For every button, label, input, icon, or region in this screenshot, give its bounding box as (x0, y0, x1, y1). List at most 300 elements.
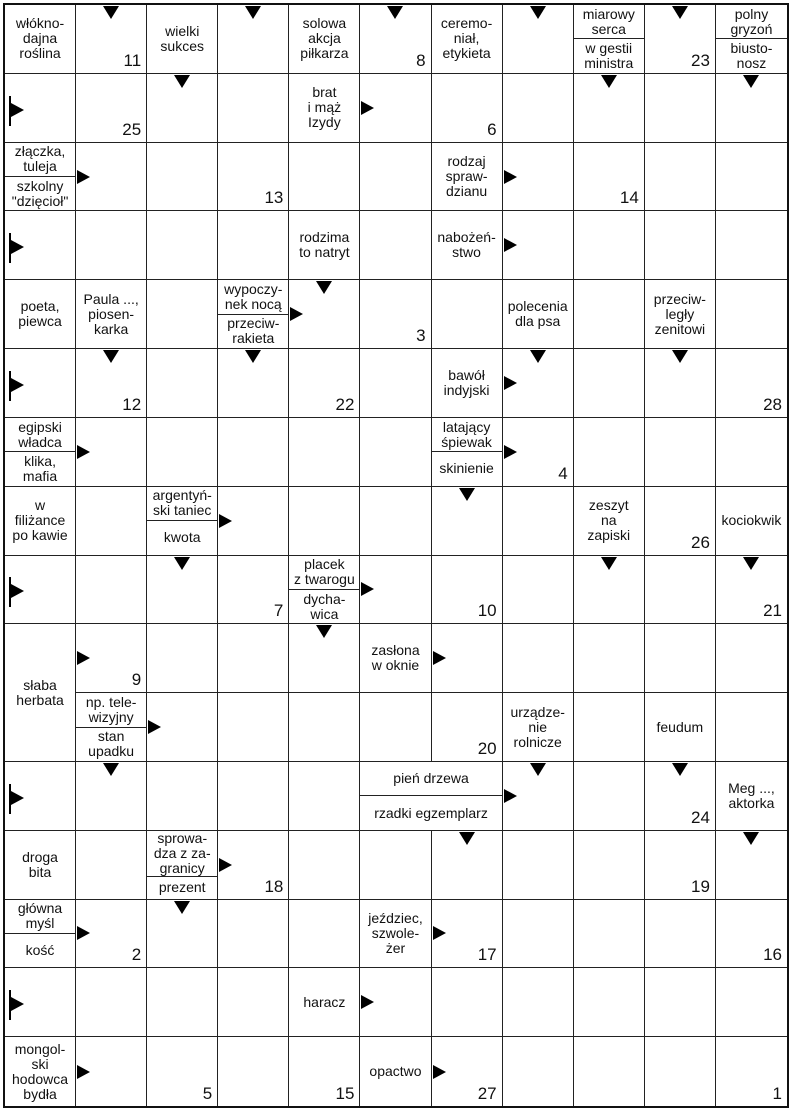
answer-cell[interactable] (645, 211, 716, 280)
solution-number: 13 (264, 188, 284, 208)
arrow-right-icon (77, 1065, 90, 1079)
solution-number: 16 (763, 945, 782, 965)
answer-cell[interactable] (289, 418, 360, 487)
clue-cell (716, 487, 787, 556)
answer-cell[interactable] (574, 349, 645, 418)
clue-box (5, 831, 75, 899)
answer-cell[interactable] (574, 693, 645, 762)
answer-cell[interactable] (503, 74, 574, 143)
answer-cell[interactable] (289, 143, 360, 212)
answer-cell[interactable] (76, 143, 147, 212)
solution-number: 11 (123, 50, 142, 70)
clue-text: haracz (303, 993, 346, 1010)
clue-cell (574, 5, 645, 74)
clue-text: egipski władca (18, 418, 62, 450)
answer-cell[interactable] (218, 211, 289, 280)
answer-cell[interactable] (503, 487, 574, 556)
answer-cell[interactable] (574, 762, 645, 831)
answer-cell[interactable] (289, 1037, 360, 1106)
clue-text: złączka, tuleja (14, 143, 66, 175)
clue-cell (218, 280, 289, 349)
clue-box (645, 693, 715, 761)
arrow-down-icon (103, 6, 119, 19)
answer-cell[interactable] (574, 831, 645, 900)
answer-cell[interactable] (716, 349, 787, 418)
clue-box (432, 143, 502, 211)
answer-cell[interactable] (645, 762, 716, 831)
answer-cell[interactable] (432, 556, 503, 625)
arrow-down-icon (103, 350, 119, 363)
answer-cell[interactable] (289, 487, 360, 556)
clue-text: szkolny "dzięcioł" (5, 176, 75, 210)
answer-cell[interactable] (218, 1037, 289, 1106)
arrow-down-icon (103, 763, 119, 776)
answer-cell[interactable] (574, 143, 645, 212)
arrow-down-icon (743, 832, 759, 845)
answer-cell[interactable] (645, 487, 716, 556)
clue-cell (147, 831, 218, 900)
clue-cell (432, 418, 503, 487)
answer-cell[interactable] (432, 1037, 503, 1106)
answer-cell[interactable] (503, 143, 574, 212)
clue-text: skinienie (432, 451, 502, 485)
answer-cell[interactable] (76, 831, 147, 900)
clue-box (147, 831, 217, 899)
clue-box (432, 349, 502, 417)
answer-cell[interactable] (716, 280, 787, 349)
answer-cell[interactable] (218, 900, 289, 969)
answer-cell[interactable] (574, 900, 645, 969)
answer-cell[interactable] (360, 5, 431, 74)
solution-number: 18 (264, 876, 284, 896)
answer-cell[interactable] (432, 900, 503, 969)
arrow-right-icon (433, 1065, 446, 1079)
clue-text: placek z twarogu (294, 556, 355, 588)
arrow-down-icon (672, 6, 688, 19)
answer-cell[interactable] (289, 831, 360, 900)
arrow-right-icon (504, 789, 517, 803)
clue-box (360, 1037, 430, 1106)
answer-cell[interactable] (147, 556, 218, 625)
answer-cell[interactable] (503, 968, 574, 1037)
clue-text: w filiżance po kawie (12, 497, 68, 544)
answer-cell[interactable] (432, 831, 503, 900)
answer-cell[interactable] (5, 74, 76, 143)
answer-cell[interactable] (360, 74, 431, 143)
answer-cell[interactable] (574, 211, 645, 280)
answer-cell[interactable] (716, 831, 787, 900)
answer-cell[interactable] (503, 211, 574, 280)
solution-number: 25 (122, 119, 142, 139)
answer-cell[interactable] (716, 143, 787, 212)
clue-text: sprowa- dza z za- granicy (153, 829, 211, 876)
clue-text: zeszyt na zapiski (587, 497, 631, 544)
answer-cell[interactable] (360, 418, 431, 487)
answer-cell[interactable] (645, 418, 716, 487)
answer-cell[interactable] (76, 487, 147, 556)
answer-cell[interactable] (218, 831, 289, 900)
clue-text: wypoczy- nek nocą (224, 280, 283, 312)
answer-cell[interactable] (76, 900, 147, 969)
answer-cell[interactable] (289, 280, 360, 349)
solution-number: 22 (335, 394, 355, 414)
answer-cell[interactable] (218, 487, 289, 556)
arrow-down-icon (672, 350, 688, 363)
solution-number: 5 (202, 1084, 213, 1103)
answer-cell[interactable] (645, 143, 716, 212)
clue-box (5, 1037, 75, 1106)
answer-cell[interactable] (432, 280, 503, 349)
answer-cell[interactable] (360, 693, 431, 762)
answer-cell[interactable] (5, 349, 76, 418)
answer-cell[interactable] (76, 211, 147, 280)
arrow-right-icon (148, 720, 161, 734)
answer-cell[interactable] (76, 556, 147, 625)
arrow-down-icon (174, 901, 190, 914)
clue-text: miarowy serca (582, 5, 635, 37)
clue-box (147, 5, 217, 73)
answer-cell[interactable] (716, 418, 787, 487)
arrow-right-icon (361, 582, 374, 596)
clue-text: rzadki egzemplarz (360, 795, 501, 829)
answer-cell[interactable] (645, 831, 716, 900)
solution-number: 15 (335, 1084, 355, 1103)
arrow-down-icon (601, 557, 617, 570)
answer-cell[interactable] (289, 349, 360, 418)
answer-cell[interactable] (218, 5, 289, 74)
answer-cell[interactable] (432, 693, 503, 762)
clue-text: mongol- ski hodowca bydła (12, 1040, 69, 1102)
answer-cell[interactable] (218, 624, 289, 693)
answer-cell[interactable] (147, 74, 218, 143)
answer-cell[interactable] (147, 762, 218, 831)
solution-number: 20 (477, 738, 497, 758)
clue-text: kwota (147, 520, 217, 554)
arrow-down-icon (743, 557, 759, 570)
answer-cell[interactable] (147, 418, 218, 487)
clue-cell (5, 143, 76, 212)
solution-number: 4 (558, 463, 568, 483)
arrow-right-icon (219, 858, 232, 872)
arrow-down-icon (174, 557, 190, 570)
answer-cell[interactable] (503, 831, 574, 900)
arrow-down-icon (245, 6, 261, 19)
answer-cell[interactable] (716, 211, 787, 280)
clue-text: kociokwik (721, 512, 782, 529)
clue-cell (645, 280, 716, 349)
arrow-down-icon (174, 75, 190, 88)
answer-cell[interactable] (645, 968, 716, 1037)
clue-cell (289, 556, 360, 625)
arrow-right-icon (77, 926, 90, 940)
clue-cell (5, 418, 76, 487)
clue-text: opactwo (369, 1063, 422, 1080)
answer-cell[interactable] (218, 74, 289, 143)
solution-number: 12 (122, 394, 142, 414)
answer-cell[interactable] (5, 762, 76, 831)
arrow-down-icon (743, 75, 759, 88)
clue-text: feudum (656, 718, 704, 735)
solution-number: 2 (131, 945, 142, 965)
answer-cell[interactable] (574, 280, 645, 349)
clue-box (716, 5, 787, 73)
clue-text: ceremo- niał, etykieta (440, 15, 493, 62)
arrow-right-icon (433, 926, 446, 940)
answer-cell[interactable] (218, 556, 289, 625)
answer-cell[interactable] (76, 1037, 147, 1106)
answer-cell[interactable] (716, 624, 787, 693)
answer-cell[interactable] (716, 74, 787, 143)
clue-text: biusto- nosz (716, 38, 787, 72)
answer-cell[interactable] (645, 900, 716, 969)
solution-number: 1 (772, 1084, 782, 1103)
clue-cell (5, 5, 76, 74)
flag-arrow-icon (9, 96, 11, 126)
clue-box (360, 900, 430, 968)
clue-cell (503, 280, 574, 349)
answer-cell[interactable] (432, 968, 503, 1037)
clue-text: przeciw- legły zenitowi (653, 290, 706, 337)
clue-box (76, 693, 146, 761)
clue-text: latający śpiewak (441, 418, 492, 450)
arrow-right-icon (361, 101, 374, 115)
answer-cell[interactable] (5, 556, 76, 625)
clue-box (5, 5, 75, 73)
clue-box (360, 624, 430, 692)
flag-arrow-icon (9, 233, 11, 263)
answer-cell[interactable] (76, 624, 147, 693)
clue-box (5, 418, 75, 486)
arrow-right-icon (433, 651, 446, 665)
answer-cell[interactable] (5, 211, 76, 280)
answer-cell[interactable] (645, 624, 716, 693)
arrow-down-icon (316, 281, 332, 294)
clue-cell (716, 762, 787, 831)
answer-cell[interactable] (289, 624, 360, 693)
answer-cell[interactable] (289, 762, 360, 831)
solution-number: 9 (131, 670, 142, 690)
answer-cell[interactable] (5, 968, 76, 1037)
answer-cell[interactable] (574, 968, 645, 1037)
clue-cell (360, 762, 502, 831)
clue-text: droga bita (22, 848, 58, 880)
answer-cell[interactable] (147, 968, 218, 1037)
clue-box (716, 487, 787, 555)
clue-text: np. tele- wizyjny (85, 693, 137, 725)
answer-cell[interactable] (574, 74, 645, 143)
answer-cell[interactable] (645, 1037, 716, 1106)
answer-cell[interactable] (503, 349, 574, 418)
clue-text: wielki sukces (160, 22, 204, 54)
answer-cell[interactable] (574, 418, 645, 487)
answer-cell[interactable] (147, 624, 218, 693)
answer-cell[interactable] (289, 693, 360, 762)
solution-number: 14 (619, 188, 639, 208)
answer-cell[interactable] (716, 900, 787, 969)
solution-number: 26 (690, 532, 710, 552)
answer-cell[interactable] (76, 418, 147, 487)
answer-cell[interactable] (360, 556, 431, 625)
answer-cell[interactable] (76, 74, 147, 143)
answer-cell[interactable] (645, 5, 716, 74)
answer-cell[interactable] (147, 280, 218, 349)
clue-cell (574, 487, 645, 556)
solution-number: 21 (763, 601, 782, 621)
answer-cell[interactable] (147, 1037, 218, 1106)
answer-cell[interactable] (76, 968, 147, 1037)
crossword-grid (3, 3, 789, 1108)
arrow-down-icon (601, 75, 617, 88)
solution-number: 8 (416, 50, 426, 70)
answer-cell[interactable] (360, 211, 431, 280)
clue-box (574, 5, 644, 73)
answer-cell[interactable] (432, 74, 503, 143)
answer-cell[interactable] (218, 693, 289, 762)
solution-number: 23 (690, 50, 710, 70)
answer-cell[interactable] (218, 968, 289, 1037)
answer-cell[interactable] (503, 762, 574, 831)
clue-text: nabożeń- stwo (437, 229, 496, 261)
solution-number: 28 (763, 394, 782, 414)
arrow-right-icon (504, 170, 517, 184)
clue-text: bawół indyjski (443, 366, 490, 398)
clue-cell (289, 74, 360, 143)
clue-cell (289, 968, 360, 1037)
solution-number: 27 (477, 1084, 497, 1103)
arrow-down-icon (672, 763, 688, 776)
answer-cell[interactable] (218, 762, 289, 831)
answer-cell[interactable] (147, 900, 218, 969)
clue-box (289, 5, 359, 73)
arrow-right-icon (77, 445, 90, 459)
arrow-right-icon (504, 238, 517, 252)
answer-cell[interactable] (289, 900, 360, 969)
clue-text: pień drzewa (393, 770, 469, 787)
answer-cell[interactable] (645, 349, 716, 418)
clue-text: Meg ..., aktorka (728, 779, 775, 811)
clue-text: klika, mafia (5, 451, 75, 485)
clue-cell (289, 5, 360, 74)
clue-box (5, 900, 75, 968)
answer-cell[interactable] (503, 624, 574, 693)
answer-cell[interactable] (218, 143, 289, 212)
answer-cell[interactable] (147, 143, 218, 212)
clue-cell (5, 831, 76, 900)
flag-arrow-icon (9, 577, 11, 607)
clue-box (716, 762, 787, 830)
clue-cell (716, 5, 787, 74)
clue-box (645, 280, 715, 348)
flag-arrow-icon (9, 784, 11, 814)
answer-cell[interactable] (76, 5, 147, 74)
answer-cell[interactable] (716, 968, 787, 1037)
clue-box (5, 624, 75, 761)
clue-cell (360, 900, 431, 969)
clue-cell (503, 693, 574, 762)
answer-cell[interactable] (503, 1037, 574, 1106)
clue-cell (147, 487, 218, 556)
answer-cell[interactable] (360, 280, 431, 349)
clue-text: jeździec, szwole- żer (368, 909, 423, 956)
clue-text: w gestii ministra (574, 38, 644, 72)
clue-text: poeta, piewca (18, 298, 62, 330)
answer-cell[interactable] (503, 556, 574, 625)
solution-number: 24 (690, 807, 710, 827)
clue-box (503, 280, 573, 348)
arrow-down-icon (316, 625, 332, 638)
answer-cell[interactable] (76, 349, 147, 418)
answer-cell[interactable] (76, 762, 147, 831)
answer-cell[interactable] (218, 349, 289, 418)
answer-cell[interactable] (574, 556, 645, 625)
solution-number: 3 (416, 326, 426, 346)
clue-cell (432, 349, 503, 418)
answer-cell[interactable] (360, 968, 431, 1037)
clue-cell (5, 624, 76, 762)
answer-cell[interactable] (716, 693, 787, 762)
clue-text: polecenia dla psa (507, 298, 568, 330)
clue-cell (5, 487, 76, 556)
answer-cell[interactable] (503, 5, 574, 74)
answer-cell[interactable] (147, 349, 218, 418)
arrow-right-icon (77, 170, 90, 184)
clue-text: dycha- wica (289, 589, 359, 623)
clue-box (5, 280, 75, 348)
clue-text: słaba herbata (16, 676, 64, 708)
solution-number: 7 (273, 601, 284, 621)
clue-text: polny gryzoń (730, 5, 773, 37)
answer-cell[interactable] (360, 831, 431, 900)
clue-cell (76, 280, 147, 349)
arrow-right-icon (504, 376, 517, 390)
clue-text: włókno- dajna roślina (15, 15, 65, 62)
answer-cell[interactable] (645, 74, 716, 143)
answer-cell[interactable] (218, 418, 289, 487)
clue-cell (289, 211, 360, 280)
answer-cell[interactable] (716, 1037, 787, 1106)
arrow-right-icon (290, 307, 303, 321)
answer-cell[interactable] (503, 418, 574, 487)
arrow-down-icon (530, 6, 546, 19)
arrow-down-icon (387, 6, 403, 19)
clue-box (289, 211, 359, 279)
answer-cell[interactable] (432, 624, 503, 693)
answer-cell[interactable] (503, 900, 574, 969)
answer-cell[interactable] (645, 556, 716, 625)
clue-text: rodzaj spraw- dzianu (445, 153, 488, 200)
clue-cell (76, 693, 147, 762)
answer-cell[interactable] (360, 143, 431, 212)
arrow-right-icon (219, 514, 232, 528)
answer-cell[interactable] (147, 693, 218, 762)
arrow-down-icon (530, 350, 546, 363)
solution-number: 17 (477, 945, 497, 965)
answer-cell[interactable] (360, 487, 431, 556)
answer-cell[interactable] (574, 1037, 645, 1106)
clue-text: argentyń- ski taniec (152, 487, 212, 519)
clue-cell (5, 900, 76, 969)
answer-cell[interactable] (716, 556, 787, 625)
answer-cell[interactable] (360, 349, 431, 418)
clue-box (432, 5, 502, 73)
clue-box (360, 762, 501, 830)
answer-cell[interactable] (147, 211, 218, 280)
answer-cell[interactable] (432, 487, 503, 556)
answer-cell[interactable] (574, 624, 645, 693)
clue-box (289, 968, 359, 1036)
clue-box (574, 487, 644, 555)
clue-text: zasłona w oknie (371, 642, 420, 674)
